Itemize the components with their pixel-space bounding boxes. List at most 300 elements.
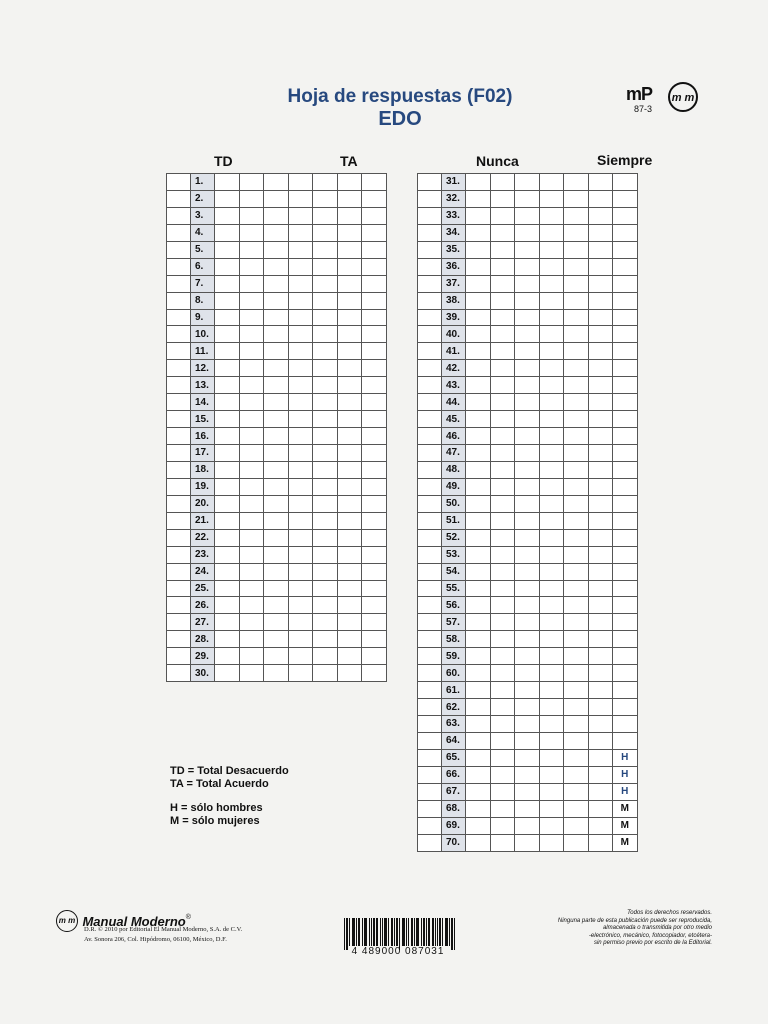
answer-cell[interactable] (564, 495, 589, 512)
answer-cell[interactable] (466, 394, 491, 411)
answer-cell[interactable] (239, 343, 264, 360)
answer-cell[interactable] (515, 275, 540, 292)
answer-cell[interactable] (539, 174, 564, 191)
answer-cell[interactable] (564, 207, 589, 224)
answer-cell[interactable] (490, 377, 515, 394)
answer-cell[interactable] (466, 614, 491, 631)
answer-cell[interactable] (588, 665, 613, 682)
answer-cell[interactable] (539, 834, 564, 851)
answer-cell[interactable] (264, 428, 289, 445)
answer-cell[interactable] (564, 716, 589, 733)
answer-cell[interactable] (515, 716, 540, 733)
answer-cell[interactable] (313, 326, 338, 343)
answer-cell[interactable] (466, 512, 491, 529)
answer-cell[interactable] (264, 461, 289, 478)
answer-cell[interactable] (490, 732, 515, 749)
answer-cell[interactable] (490, 207, 515, 224)
answer-cell[interactable] (337, 512, 362, 529)
answer-cell[interactable] (613, 732, 638, 749)
answer-cell[interactable] (288, 631, 313, 648)
answer-cell[interactable] (613, 682, 638, 699)
answer-cell[interactable] (313, 360, 338, 377)
answer-cell[interactable] (264, 478, 289, 495)
answer-cell[interactable] (239, 411, 264, 428)
answer-cell[interactable] (362, 563, 387, 580)
answer-cell[interactable] (564, 461, 589, 478)
answer-cell[interactable] (337, 377, 362, 394)
answer-cell[interactable] (613, 207, 638, 224)
answer-cell[interactable] (362, 377, 387, 394)
answer-cell[interactable] (539, 546, 564, 563)
answer-cell[interactable] (613, 461, 638, 478)
answer-cell[interactable] (490, 699, 515, 716)
answer-cell[interactable] (613, 597, 638, 614)
answer-cell[interactable] (362, 207, 387, 224)
answer-cell[interactable] (539, 766, 564, 783)
answer-cell[interactable] (539, 207, 564, 224)
answer-cell[interactable] (564, 258, 589, 275)
answer-cell[interactable] (564, 411, 589, 428)
answer-cell[interactable] (613, 648, 638, 665)
answer-cell[interactable] (515, 343, 540, 360)
answer-cell[interactable] (564, 343, 589, 360)
answer-cell[interactable] (215, 343, 240, 360)
answer-cell[interactable] (239, 377, 264, 394)
answer-cell[interactable] (515, 428, 540, 445)
answer-cell[interactable] (313, 224, 338, 241)
answer-cell[interactable] (264, 597, 289, 614)
answer-cell[interactable] (490, 275, 515, 292)
answer-cell[interactable] (313, 478, 338, 495)
answer-cell[interactable] (539, 817, 564, 834)
answer-cell[interactable] (215, 563, 240, 580)
answer-cell[interactable] (466, 495, 491, 512)
answer-cell[interactable] (539, 648, 564, 665)
answer-cell[interactable] (613, 512, 638, 529)
answer-cell[interactable] (564, 326, 589, 343)
answer-cell[interactable] (564, 174, 589, 191)
answer-cell[interactable] (564, 783, 589, 800)
answer-cell[interactable] (337, 478, 362, 495)
answer-cell[interactable] (337, 648, 362, 665)
answer-cell[interactable] (466, 343, 491, 360)
answer-cell[interactable] (264, 224, 289, 241)
answer-cell[interactable] (362, 478, 387, 495)
answer-cell[interactable] (239, 563, 264, 580)
answer-cell[interactable] (490, 648, 515, 665)
answer-cell[interactable] (466, 478, 491, 495)
answer-cell[interactable] (539, 732, 564, 749)
answer-cell[interactable] (515, 190, 540, 207)
answer-cell[interactable] (539, 309, 564, 326)
answer-cell[interactable] (466, 461, 491, 478)
answer-cell[interactable] (288, 207, 313, 224)
answer-cell[interactable] (337, 207, 362, 224)
answer-cell[interactable] (239, 428, 264, 445)
answer-cell[interactable] (613, 309, 638, 326)
answer-cell[interactable] (466, 174, 491, 191)
answer-cell[interactable] (313, 292, 338, 309)
answer-cell[interactable] (588, 241, 613, 258)
answer-cell[interactable] (337, 258, 362, 275)
answer-cell[interactable] (288, 445, 313, 462)
answer-cell[interactable] (466, 716, 491, 733)
answer-cell[interactable] (362, 495, 387, 512)
answer-cell[interactable] (239, 478, 264, 495)
answer-cell[interactable] (288, 377, 313, 394)
answer-cell[interactable] (239, 614, 264, 631)
answer-cell[interactable] (515, 665, 540, 682)
answer-cell[interactable] (515, 749, 540, 766)
answer-cell[interactable] (337, 411, 362, 428)
answer-cell[interactable] (539, 597, 564, 614)
answer-cell[interactable] (337, 428, 362, 445)
answer-cell[interactable] (539, 665, 564, 682)
answer-cell[interactable] (490, 461, 515, 478)
answer-cell[interactable] (490, 529, 515, 546)
answer-cell[interactable] (539, 478, 564, 495)
answer-cell[interactable] (264, 394, 289, 411)
answer-cell[interactable] (588, 512, 613, 529)
answer-cell[interactable] (466, 766, 491, 783)
answer-cell[interactable] (215, 207, 240, 224)
answer-cell[interactable] (264, 241, 289, 258)
answer-cell[interactable] (490, 292, 515, 309)
answer-cell[interactable] (362, 394, 387, 411)
answer-cell[interactable] (288, 614, 313, 631)
answer-cell[interactable] (490, 716, 515, 733)
answer-cell[interactable] (613, 428, 638, 445)
answer-cell[interactable] (515, 546, 540, 563)
answer-cell[interactable] (613, 580, 638, 597)
answer-cell[interactable] (588, 563, 613, 580)
answer-cell[interactable] (215, 275, 240, 292)
answer-cell[interactable] (466, 783, 491, 800)
answer-cell[interactable] (490, 800, 515, 817)
answer-cell[interactable] (613, 360, 638, 377)
answer-cell[interactable] (288, 665, 313, 682)
answer-cell[interactable] (539, 800, 564, 817)
answer-cell[interactable] (515, 445, 540, 462)
answer-cell[interactable] (466, 326, 491, 343)
answer-cell[interactable] (588, 546, 613, 563)
answer-cell[interactable] (313, 648, 338, 665)
answer-cell[interactable] (239, 258, 264, 275)
answer-cell[interactable] (564, 834, 589, 851)
answer-cell[interactable] (288, 495, 313, 512)
answer-cell[interactable] (515, 817, 540, 834)
answer-cell[interactable] (239, 394, 264, 411)
answer-cell[interactable] (239, 529, 264, 546)
answer-cell[interactable] (288, 648, 313, 665)
answer-cell[interactable] (490, 224, 515, 241)
answer-cell[interactable] (490, 309, 515, 326)
answer-cell[interactable] (466, 699, 491, 716)
answer-cell[interactable] (613, 699, 638, 716)
answer-cell[interactable] (613, 546, 638, 563)
answer-cell[interactable] (515, 394, 540, 411)
answer-cell[interactable] (264, 275, 289, 292)
answer-cell[interactable] (588, 207, 613, 224)
answer-cell[interactable] (588, 428, 613, 445)
answer-cell[interactable] (288, 478, 313, 495)
answer-cell[interactable] (588, 783, 613, 800)
answer-cell[interactable] (313, 512, 338, 529)
answer-cell[interactable] (588, 190, 613, 207)
answer-cell[interactable] (466, 834, 491, 851)
answer-cell[interactable] (588, 495, 613, 512)
answer-cell[interactable] (466, 682, 491, 699)
answer-cell[interactable] (362, 597, 387, 614)
answer-cell[interactable] (239, 309, 264, 326)
answer-cell[interactable] (588, 360, 613, 377)
answer-cell[interactable] (515, 495, 540, 512)
answer-cell[interactable] (588, 682, 613, 699)
answer-cell[interactable] (564, 699, 589, 716)
answer-cell[interactable] (515, 682, 540, 699)
answer-cell[interactable] (588, 597, 613, 614)
answer-cell[interactable] (588, 309, 613, 326)
answer-cell[interactable] (588, 343, 613, 360)
answer-cell[interactable] (613, 275, 638, 292)
answer-cell[interactable] (337, 292, 362, 309)
answer-cell[interactable] (490, 563, 515, 580)
answer-cell[interactable] (288, 292, 313, 309)
answer-cell[interactable] (337, 174, 362, 191)
answer-cell[interactable] (588, 326, 613, 343)
answer-cell[interactable] (362, 461, 387, 478)
answer-cell[interactable] (337, 394, 362, 411)
answer-cell[interactable] (288, 326, 313, 343)
answer-cell[interactable] (613, 411, 638, 428)
answer-cell[interactable] (337, 241, 362, 258)
answer-cell[interactable] (466, 445, 491, 462)
answer-cell[interactable] (588, 529, 613, 546)
answer-cell[interactable] (515, 478, 540, 495)
answer-cell[interactable] (288, 563, 313, 580)
answer-cell[interactable] (588, 461, 613, 478)
answer-cell[interactable] (239, 190, 264, 207)
answer-cell[interactable] (466, 428, 491, 445)
answer-cell[interactable] (215, 377, 240, 394)
answer-cell[interactable] (215, 665, 240, 682)
answer-cell[interactable] (215, 394, 240, 411)
answer-cell[interactable] (515, 207, 540, 224)
answer-cell[interactable] (539, 614, 564, 631)
answer-cell[interactable] (362, 343, 387, 360)
answer-cell[interactable] (466, 309, 491, 326)
answer-cell[interactable] (613, 292, 638, 309)
answer-cell[interactable] (588, 174, 613, 191)
answer-cell[interactable] (239, 445, 264, 462)
answer-cell[interactable] (215, 546, 240, 563)
answer-cell[interactable] (515, 614, 540, 631)
answer-cell[interactable] (239, 665, 264, 682)
answer-cell[interactable] (313, 411, 338, 428)
answer-cell[interactable] (490, 190, 515, 207)
answer-cell[interactable] (288, 174, 313, 191)
answer-cell[interactable] (215, 529, 240, 546)
answer-cell[interactable] (264, 411, 289, 428)
answer-cell[interactable] (515, 461, 540, 478)
answer-cell[interactable] (313, 377, 338, 394)
answer-cell[interactable] (215, 326, 240, 343)
answer-cell[interactable] (515, 241, 540, 258)
answer-cell[interactable] (337, 190, 362, 207)
answer-cell[interactable] (264, 512, 289, 529)
answer-cell[interactable] (337, 580, 362, 597)
answer-cell[interactable] (264, 648, 289, 665)
answer-cell[interactable] (564, 749, 589, 766)
answer-cell[interactable] (466, 749, 491, 766)
answer-cell[interactable] (337, 631, 362, 648)
answer-cell[interactable] (515, 411, 540, 428)
answer-cell[interactable] (288, 275, 313, 292)
answer-cell[interactable] (215, 241, 240, 258)
answer-cell[interactable] (313, 241, 338, 258)
answer-cell[interactable] (564, 360, 589, 377)
answer-cell[interactable] (239, 631, 264, 648)
answer-cell[interactable] (564, 563, 589, 580)
answer-cell[interactable] (239, 241, 264, 258)
answer-cell[interactable] (539, 580, 564, 597)
answer-cell[interactable] (539, 258, 564, 275)
answer-cell[interactable] (539, 190, 564, 207)
answer-cell[interactable] (613, 665, 638, 682)
answer-cell[interactable] (515, 732, 540, 749)
answer-cell[interactable] (466, 241, 491, 258)
answer-cell[interactable] (362, 275, 387, 292)
answer-cell[interactable] (337, 597, 362, 614)
answer-cell[interactable] (539, 428, 564, 445)
answer-cell[interactable] (288, 512, 313, 529)
answer-cell[interactable] (239, 174, 264, 191)
answer-cell[interactable] (362, 665, 387, 682)
answer-cell[interactable] (539, 360, 564, 377)
answer-cell[interactable] (515, 563, 540, 580)
answer-cell[interactable] (490, 478, 515, 495)
answer-cell[interactable] (362, 631, 387, 648)
answer-cell[interactable] (588, 445, 613, 462)
answer-cell[interactable] (515, 360, 540, 377)
answer-cell[interactable] (215, 445, 240, 462)
answer-cell[interactable] (362, 614, 387, 631)
answer-cell[interactable] (466, 732, 491, 749)
answer-cell[interactable] (264, 292, 289, 309)
answer-cell[interactable] (613, 563, 638, 580)
answer-cell[interactable] (264, 377, 289, 394)
answer-cell[interactable] (539, 224, 564, 241)
answer-cell[interactable] (588, 834, 613, 851)
answer-cell[interactable] (515, 834, 540, 851)
answer-cell[interactable] (564, 800, 589, 817)
answer-cell[interactable] (613, 631, 638, 648)
answer-cell[interactable] (362, 292, 387, 309)
answer-cell[interactable] (239, 512, 264, 529)
answer-cell[interactable] (264, 309, 289, 326)
answer-cell[interactable] (515, 648, 540, 665)
answer-cell[interactable] (466, 529, 491, 546)
answer-cell[interactable] (264, 563, 289, 580)
answer-cell[interactable] (490, 597, 515, 614)
answer-cell[interactable] (613, 716, 638, 733)
answer-cell[interactable] (613, 394, 638, 411)
answer-cell[interactable] (613, 241, 638, 258)
answer-cell[interactable] (539, 563, 564, 580)
answer-cell[interactable] (490, 174, 515, 191)
answer-cell[interactable] (215, 360, 240, 377)
answer-cell[interactable] (564, 309, 589, 326)
answer-cell[interactable] (313, 631, 338, 648)
answer-cell[interactable] (564, 292, 589, 309)
answer-cell[interactable] (313, 546, 338, 563)
answer-cell[interactable] (264, 580, 289, 597)
answer-cell[interactable] (613, 445, 638, 462)
answer-cell[interactable] (564, 817, 589, 834)
answer-cell[interactable] (588, 411, 613, 428)
answer-cell[interactable] (288, 309, 313, 326)
answer-cell[interactable] (215, 512, 240, 529)
answer-cell[interactable] (337, 563, 362, 580)
answer-cell[interactable] (264, 258, 289, 275)
answer-cell[interactable] (539, 445, 564, 462)
answer-cell[interactable] (288, 546, 313, 563)
answer-cell[interactable] (515, 224, 540, 241)
answer-cell[interactable] (564, 732, 589, 749)
answer-cell[interactable] (313, 580, 338, 597)
answer-cell[interactable] (613, 224, 638, 241)
answer-cell[interactable] (264, 631, 289, 648)
answer-cell[interactable] (564, 665, 589, 682)
answer-cell[interactable] (362, 445, 387, 462)
answer-cell[interactable] (239, 546, 264, 563)
answer-cell[interactable] (466, 665, 491, 682)
answer-cell[interactable] (613, 343, 638, 360)
answer-cell[interactable] (264, 174, 289, 191)
answer-cell[interactable] (564, 241, 589, 258)
answer-cell[interactable] (337, 546, 362, 563)
answer-cell[interactable] (588, 275, 613, 292)
answer-cell[interactable] (466, 546, 491, 563)
answer-cell[interactable] (362, 580, 387, 597)
answer-cell[interactable] (588, 800, 613, 817)
answer-cell[interactable] (613, 478, 638, 495)
answer-cell[interactable] (539, 377, 564, 394)
answer-cell[interactable] (264, 614, 289, 631)
answer-cell[interactable] (588, 292, 613, 309)
answer-cell[interactable] (539, 495, 564, 512)
answer-cell[interactable] (539, 631, 564, 648)
answer-cell[interactable] (466, 648, 491, 665)
answer-cell[interactable] (490, 766, 515, 783)
answer-cell[interactable] (239, 292, 264, 309)
answer-cell[interactable] (362, 648, 387, 665)
answer-cell[interactable] (466, 207, 491, 224)
answer-cell[interactable] (564, 580, 589, 597)
answer-cell[interactable] (539, 682, 564, 699)
answer-cell[interactable] (362, 258, 387, 275)
answer-cell[interactable] (613, 495, 638, 512)
answer-cell[interactable] (466, 411, 491, 428)
answer-cell[interactable] (215, 309, 240, 326)
answer-cell[interactable] (490, 512, 515, 529)
answer-cell[interactable] (539, 411, 564, 428)
answer-cell[interactable] (539, 749, 564, 766)
answer-cell[interactable] (215, 258, 240, 275)
answer-cell[interactable] (539, 326, 564, 343)
answer-cell[interactable] (239, 207, 264, 224)
answer-cell[interactable] (564, 546, 589, 563)
